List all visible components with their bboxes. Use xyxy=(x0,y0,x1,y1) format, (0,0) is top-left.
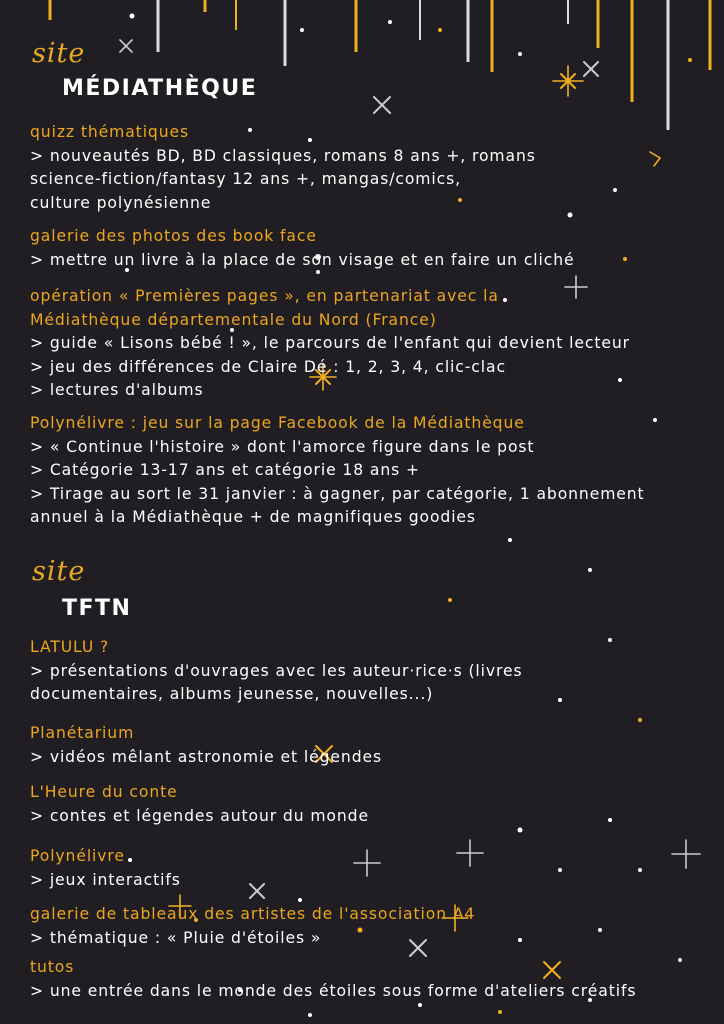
heading-galerie-tableaux: galerie de tableaux des artistes de l'association A4 xyxy=(30,905,476,923)
heading-galerie-book-face: galerie des photos des book face xyxy=(30,227,317,245)
section-title-mediatheque: MÉDIATHÈQUE xyxy=(62,76,258,101)
block-heure-du-conte xyxy=(30,781,720,828)
block-quizz xyxy=(30,121,720,215)
operation-line: > jeu des différences de Claire Dé : 1, 2, 3, 4, clic-clac xyxy=(30,357,506,376)
site-label-mediatheque: site xyxy=(32,38,86,69)
galerie-tableaux-line: > thématique : « Pluie d'étoiles » xyxy=(30,928,322,947)
block-tutos xyxy=(30,956,720,1003)
block-latulu xyxy=(30,636,720,707)
heading-polynelivre-jeu: Polynélivre : jeu sur la page Facebook de la Médiathèque xyxy=(30,414,525,432)
latulu-line: documentaires, albums jeunesse, nouvelles...) xyxy=(30,685,434,703)
block-planetarium xyxy=(30,722,720,769)
heading-planetarium: Planétarium xyxy=(30,724,135,742)
site-label-tftn: site xyxy=(32,556,86,587)
quizz-line: > nouveautés BD, BD classiques, romans 8 ans +, romans xyxy=(30,146,536,165)
heading-operation: Médiathèque départementale du Nord (France) xyxy=(30,310,437,329)
polynelivre-tftn-line: > jeux interactifs xyxy=(30,870,181,889)
heading-latulu: LATULU ? xyxy=(30,638,110,656)
latulu-line: > présentations d'ouvrages avec les auteur·rice·s (livres xyxy=(30,661,523,680)
block-polynelivre-tftn xyxy=(30,845,720,892)
quizz-line: science-fiction/fantasy 12 ans +, mangas/comics, xyxy=(30,170,461,188)
heading-quizz: quizz thématiques xyxy=(30,123,190,141)
operation-line: > lectures d'albums xyxy=(30,381,204,399)
heading-operation: opération « Premières pages », en partenariat avec la xyxy=(30,287,499,305)
section-title-tftn: TFTN xyxy=(62,596,132,621)
block-operation-premieres-pages xyxy=(30,285,720,403)
heading-heure-du-conte: L'Heure du conte xyxy=(30,783,178,801)
planetarium-line: > vidéos mêlant astronomie et légendes xyxy=(30,747,383,766)
heading-tutos: tutos xyxy=(30,958,75,976)
polynelivre-line: annuel à la Médiathèque + de magnifiques goodies xyxy=(30,508,476,526)
operation-line: > guide « Lisons bébé ! », le parcours de l'enfant qui devient lecteur xyxy=(30,334,630,352)
heure-du-conte-line: > contes et légendes autour du monde xyxy=(30,806,369,825)
block-polynelivre-jeu xyxy=(30,412,720,530)
polynelivre-line: > Tirage au sort le 31 janvier : à gagner, par catégorie, 1 abonnement xyxy=(30,484,645,503)
tutos-line: > une entrée dans le monde des étoiles sous forme d'ateliers créatifs xyxy=(30,981,637,1000)
block-galerie-book-face xyxy=(30,225,720,272)
block-galerie-tableaux xyxy=(30,903,720,950)
galerie-line: > mettre un livre à la place de son visage et en faire un cliché xyxy=(30,250,575,269)
heading-polynelivre-tftn: Polynélivre xyxy=(30,847,125,865)
polynelivre-line: > « Continue l'histoire » dont l'amorce figure dans le post xyxy=(30,437,535,456)
polynelivre-line: > Catégorie 13-17 ans et catégorie 18 ans + xyxy=(30,461,421,479)
quizz-line: culture polynésienne xyxy=(30,193,212,212)
